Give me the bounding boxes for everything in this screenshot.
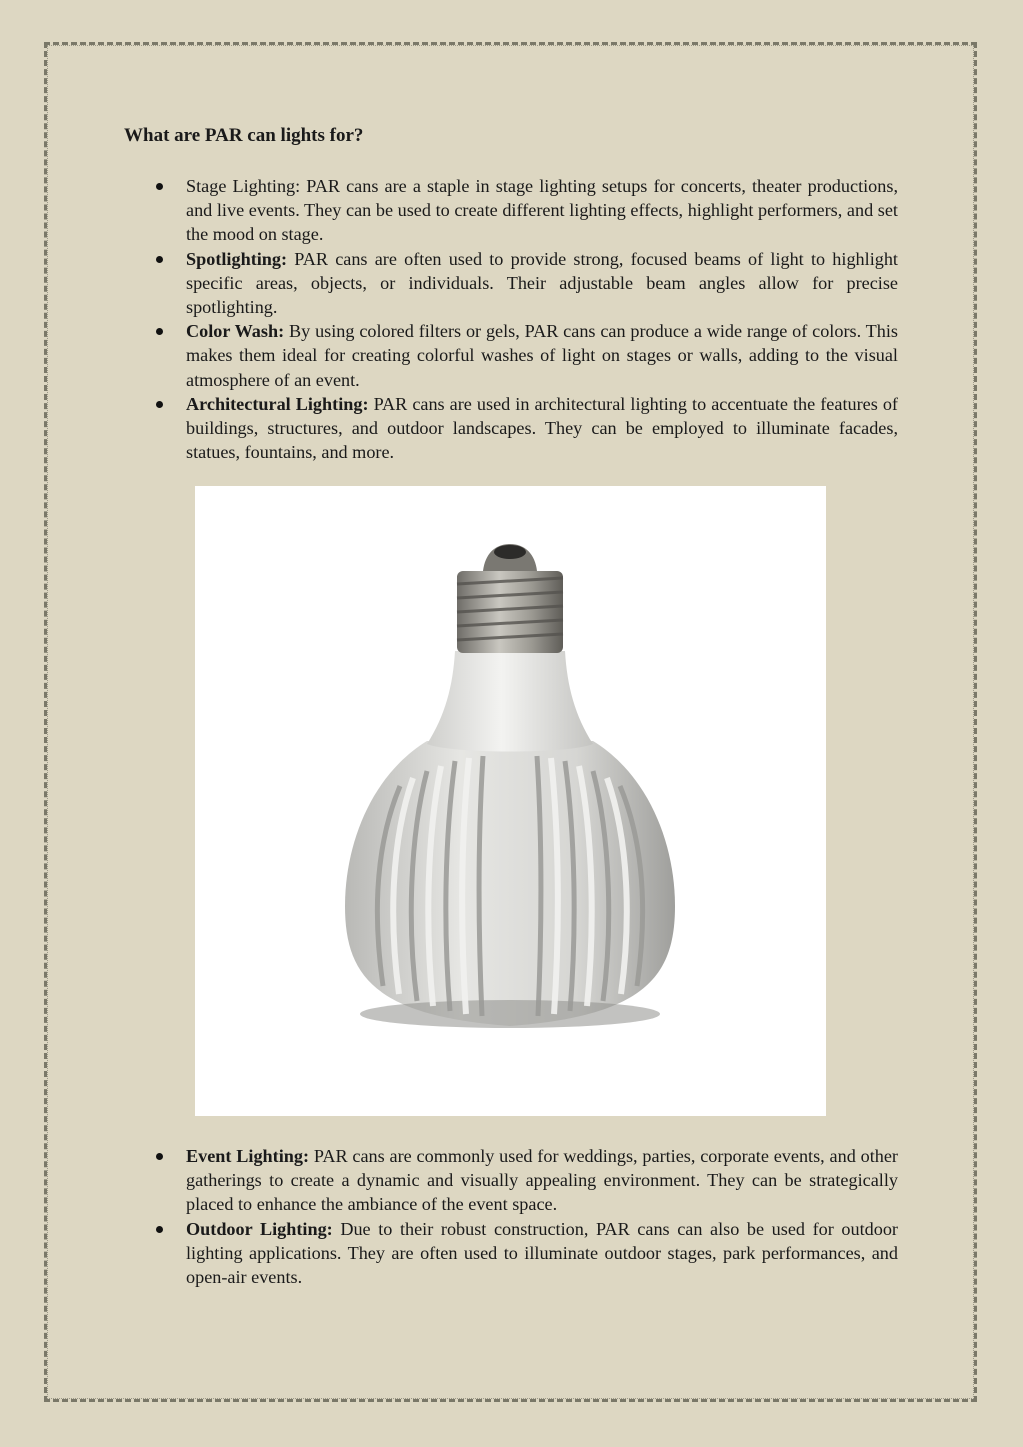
bullet-icon [156,1226,163,1233]
item-text: By using colored filters or gels, PAR cans can produce a wide range of colors. This makes them ideal for creating colorful washes of light on stages or walls, adding to the visual atmosphere of an event. [186,321,898,390]
list-item [186,1144,898,1217]
led-par-bulb-illustration [195,486,826,1116]
item-title: Outdoor Lighting: [186,1218,341,1239]
item-title: Event Lighting: [186,1146,314,1166]
list-item [186,1217,898,1290]
item-text: PAR cans are a staple in stage lighting setups for concerts, theater productions, and live events. They can be used to create different lighting effects, highlight performers, and set the mood on stage. [186,176,898,245]
list-item [186,174,898,247]
section-heading: What are PAR can lights for? [124,125,364,146]
item-text: PAR cans are used in architectural lighting to accentuate the features of buildings, structures, and outdoor landscapes. They can be employed to illuminate facades, statues, fountains, and more. [186,393,898,463]
item-title: Color Wash: [186,321,289,342]
item-text: Due to their robust construction, PAR cans can also be used for outdoor lighting applications. They are often used to illuminate outdoor stages, park performances, and open-air events. [186,1218,898,1288]
list-item [186,392,898,465]
item-text: PAR cans are often used to provide strong, focused beams of light to highlight specific areas, objects, or individuals. Their adjustable beam angles allow for precise spotlighting. [186,248,898,318]
list-item [186,247,898,320]
item-title: Architectural Lighting: [186,393,374,414]
bullet-icon [156,183,163,190]
bullet-icon [156,256,163,263]
item-text: PAR cans are commonly used for weddings, parties, corporate events, and other gatherings to create a dynamic and visually appealing environment. They can be strategically placed to enhance the ambiance of the event space. [186,1146,898,1215]
bullet-icon [156,1153,163,1160]
bullet-icon [156,401,163,408]
list-item [186,319,898,392]
item-title: Spotlighting: [186,248,295,269]
item-lead: Stage Lighting: [186,176,307,196]
uses-list-bottom [186,1144,898,1289]
par-bulb-image [195,486,826,1116]
uses-list-top [186,174,898,464]
